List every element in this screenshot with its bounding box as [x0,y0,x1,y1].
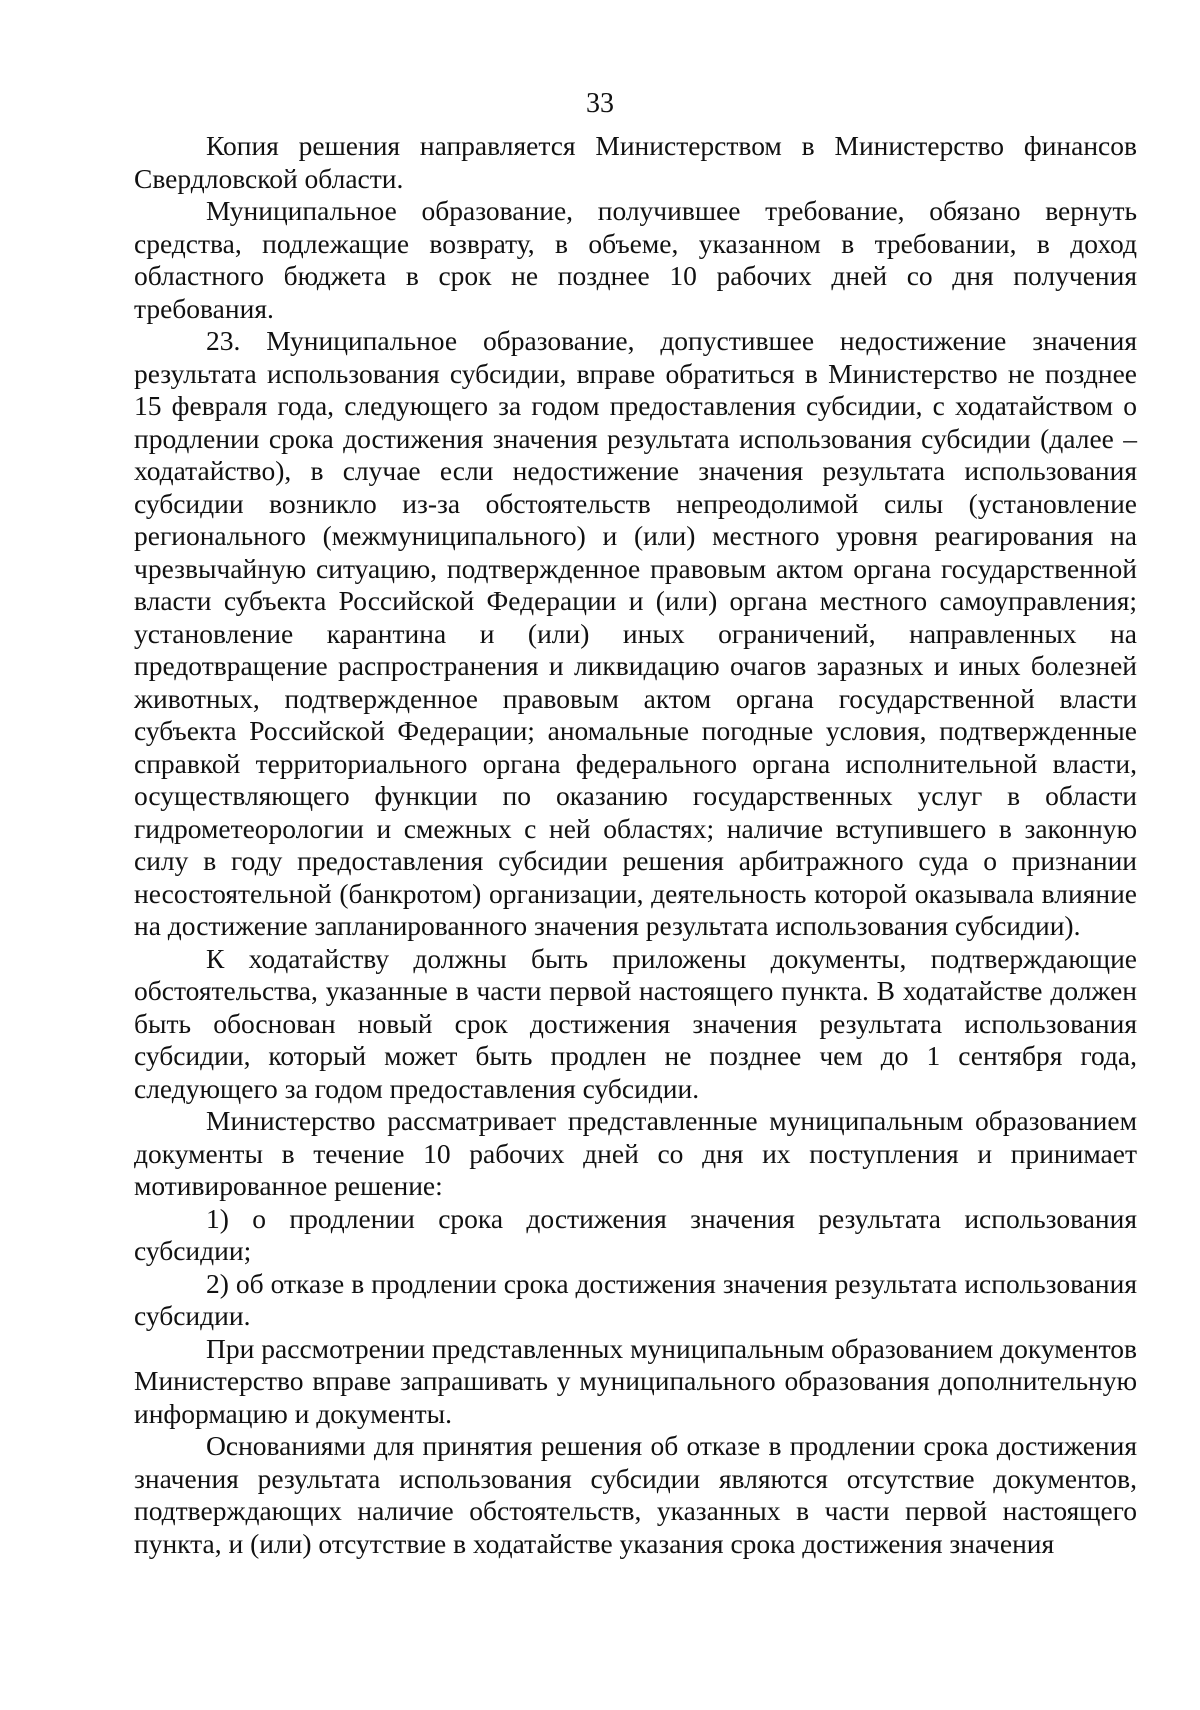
paragraph-return-of-funds: Муниципальное образование, получившее требование, обязано вернуть средства, подлежащие возврату, в объеме, указанном в требовании, в доход областного бюджета в срок не позднее 10 рабочих дней со дня получения требования. [134,195,1137,324]
paragraph-copy-of-decision: Копия решения направляется Министерством в Министерство финансов Свердловской области. [134,130,1137,194]
page-number: 33 [586,88,614,119]
paragraph-item-23: 23. Муниципальное образование, допустившее недостижение значения результата использования субсидии, вправе обратиться в Министерство не позднее 15 февраля года, следующего за годом предоставления субсидии, с ходатайством о продлении срока достижения значения результата использования субсидии (далее – ходатайство), в случае если недостижение значения результата использования субсидии возникло из-за обстоятельств непреодолимой силы (установление регионального (межмуниципального) и (или) местного уровня реагирования на чрезвычайную ситуацию, подтвержденное правовым актом органа государственной власти субъекта Российской Федерации и (или) органа местного самоуправления; установление карантина и (или) иных ограничений, направленных на предотвращение распространения и ликвидацию очагов заразных и иных болезней животных, подтвержденное правовым актом органа государственной власти субъекта Российской Федерации; аномальные погодные условия, подтвержденные справкой территориального органа федерального органа исполнительной власти, осуществляющего функции по оказанию государственных услуг в области гидрометеорологии и смежных с ней областях; наличие вступившего в законную силу в году предоставления субсидии решения арбитражного суда о признании несостоятельной (банкротом) организации, деятельность которой оказывала влияние на достижение запланированного значения результата использования субсидии). [134,325,1137,941]
paragraph-supporting-documents: К ходатайству должны быть приложены документы, подтверждающие обстоятельства, указанные в части первой настоящего пункта. В ходатайстве должен быть обоснован новый срок достижения значения результата использования субсидии, который может быть продлен не позднее чем до 1 сентября года, следующего за годом предоставления субсидии. [134,942,1137,1104]
paragraph-ministry-review: Министерство рассматривает представленные муниципальным образованием документы в течение 10 рабочих дней со дня их поступления и принимает мотивированное решение: [134,1105,1137,1201]
paragraph-grounds-for-refusal: Основаниями для принятия решения об отказе в продлении срока достижения значения результата использования субсидии являются отсутствие документов, подтверждающих наличие обстоятельств, указанных в части первой настоящего пункта, и (или) отсутствие в ходатайстве указания срока достижения значения [134,1430,1137,1559]
document-body [134,130,1137,1560]
paragraph-additional-info: При рассмотрении представленных муниципальным образованием документов Министерство вправе запрашивать у муниципального образования дополнительную информацию и документы. [134,1332,1137,1429]
list-item-refusal: 2) об отказе в продлении срока достижения значения результата использования субсидии. [134,1267,1137,1331]
list-item-extension: 1) о продлении срока достижения значения результата использования субсидии; [134,1202,1137,1266]
